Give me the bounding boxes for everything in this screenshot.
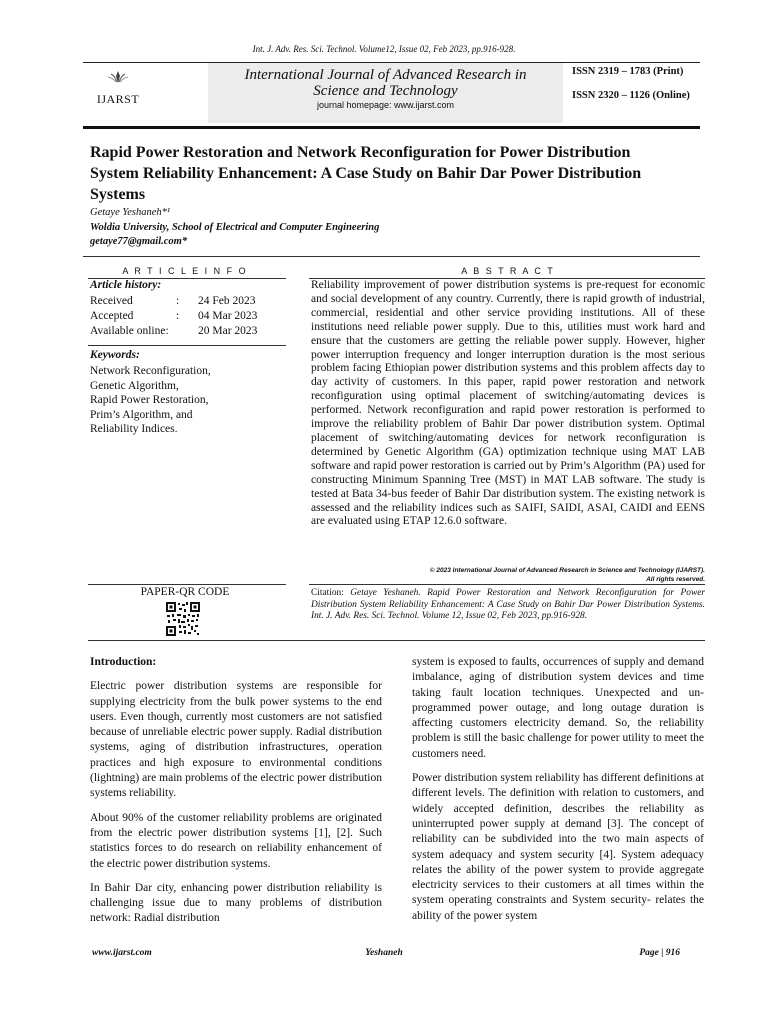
history-sep-cell: [176, 324, 198, 339]
history-table: [90, 294, 257, 339]
abstract-heading: A B S T R A C T: [461, 266, 555, 276]
footer-page-number: Page | 916: [639, 948, 680, 958]
journal-title-box: [208, 63, 563, 123]
history-row: [90, 324, 257, 339]
keywords-list: [90, 364, 211, 437]
section-bottom-rule: [88, 640, 705, 641]
citation-text: Getaye Yeshaneh. Rapid Power Restoration and Network Reconfiguration for Power Distribution System Reliability Enhancement: A Case Study on Bahir Dar Power Distribution Systems. Int. J. Adv. Res. Sci. Technol. Volume 12, Issue 02, Feb 2023, pp.916-928.: [311, 588, 706, 622]
qr-label: PAPER-QR CODE: [140, 586, 230, 598]
history-sep-cell: :: [176, 310, 180, 322]
header-bottom-rule: [83, 126, 700, 129]
history-sep-cell: :: [176, 295, 180, 307]
issn-print: ISSN 2319 – 1783 (Print): [572, 66, 684, 77]
qr-rule: [88, 584, 286, 585]
keyword-item: Genetic Algorithm,: [90, 379, 179, 392]
intro-heading: Introduction:: [90, 656, 157, 668]
journal-title-line-2: Science and Technology: [313, 83, 458, 99]
logo-emblem-icon: [107, 70, 129, 84]
keyword-item: Network Reconfiguration,: [90, 365, 211, 377]
keywords-rule: [88, 345, 286, 346]
history-label-cell: Available online:: [90, 325, 169, 337]
affiliation: Woldia University, School of Electrical and Computer Engineering: [90, 222, 380, 233]
section-top-rule: [83, 256, 700, 257]
body-right-column: [412, 655, 704, 933]
keyword-item: Rapid Power Restoration,: [90, 394, 209, 406]
body-paragraph: In Bahir Dar city, enhancing power distribution reliability is challenging issue due to many problems of distribution network: Radial distribution: [90, 881, 382, 925]
keywords-label: Keywords:: [90, 349, 140, 361]
paper-title-line-3: Systems: [90, 186, 146, 203]
keyword-item: Reliability Indices.: [90, 423, 178, 435]
keyword-item: Prim’s Algorithm, and: [90, 408, 193, 421]
history-date-cell: 04 Mar 2023: [198, 310, 258, 322]
history-date-cell: 24 Feb 2023: [198, 295, 256, 307]
body-paragraph: Power distribution system reliability has different definitions at different levels. The definition with relation to customers, and widely accepted definition, describes the reliability as uninterrupted power supply at demand [3]. The concept of reliability can be subdivided into the two main aspects of system adequacy and system security [4]. System adequacy relates the ability of the power system to provide aggregate electricity services to their customers at all times within the system operating constraints and System security- relates the ability of the power system: [412, 772, 704, 922]
issn-online: ISSN 2320 – 1126 (Online): [572, 90, 690, 101]
body-paragraph: About 90% of the customer reliability problems are originated from the electric power distribution systems [1], [2]. Such statistics forces to do research on reliability enhancement of the electric power distribution systems.: [90, 811, 382, 870]
history-label: Article history:: [90, 279, 162, 291]
citation-prefix: Citation:: [311, 588, 351, 598]
body-paragraph: Electric power distribution systems are responsible for supplying electricity from the bulk power systems to the end users. Even though, currently most customers are not satisfied because of unreliable electric power supply. Radial distribution systems, aging of distribution infrastructures, operation practices and high exposure to environmental conditions (lightning) are main problems of the electric power distribution systems reliability.: [90, 680, 382, 800]
citation: [311, 588, 705, 623]
journal-title-line-1: International Journal of Advanced Research in: [244, 67, 527, 83]
body-paragraph: system is exposed to faults, occurrences of supply and demand imbalance, aging of distribution system devices and time taking fault location techniques. Unexpected and un-programmed power outage, and long outage duration is affecting customers electricity demand. So, the reliability problem is still the basic challenge for power utility to meet the customers need.: [412, 656, 704, 760]
footer-author: Yeshaneh: [365, 948, 403, 958]
body-left-column: [90, 655, 382, 936]
journal-logo: [92, 70, 144, 107]
history-label-cell: Received: [90, 295, 133, 307]
paper-title: [90, 142, 704, 205]
citation-rule: [309, 584, 705, 585]
qr-code-icon[interactable]: [165, 601, 201, 637]
copyright-line-2: All rights reserved.: [646, 576, 705, 583]
article-info-heading: A R T I C L E I N F O: [122, 266, 248, 276]
history-label-cell: Accepted: [90, 310, 134, 322]
footer-website: www.ijarst.com: [92, 948, 152, 958]
journal-homepage: journal homepage: www.ijarst.com: [316, 100, 455, 110]
history-date-cell: 20 Mar 2023: [198, 325, 258, 337]
history-row: [90, 309, 257, 324]
author-email: getaye77@gmail.com*: [90, 236, 188, 247]
abstract-text: Reliability improvement of power distribution systems is pre-request for economic and social development of any country. Currently, there is rapid growth of industrial, commercial, residential and other service providing institutions. All of these institutions need reliable power supply. Due to this, utilities must work hard and ensure that the customers are getting the reliable power supply. However, higher power interruption frequency and longer interruption duration is the most serious problem facing Ethiopian power distribution systems and this problem affects day to day activity of customers. In this paper, rapid power restoration and network reconfiguration using optimal placement of switching/automating devices is performed. Network reconfiguration and rapid power restoration is performed to improve the reliability problem of Bahir Dar power distribution system. Optimal placement of switching/automating devices for network reconfiguration is determined by Genetic Algorithm (GA) optimization technique using MAT LAB software and rapid power restoration is carried out by Prim’s Algorithm (PA) used for constructing Minimum Spanning Tree (MST) in MAT LAB software. The study is tested at Bata 34-bus feeder of Bahir Dar distribution system. The existing network is assessed and the reliability indices such as SAIFI, SAIDI, ASAI, CAIDI and EENS are evaluated using ETAP 12.6.0 software.: [311, 279, 706, 528]
history-row: [90, 294, 257, 309]
running-head: Int. J. Adv. Res. Sci. Technol. Volume12, Issue 02, Feb 2023, pp.916-928.: [252, 44, 516, 54]
author: Getaye Yeshaneh*¹: [90, 207, 171, 218]
logo-text: IJARST: [96, 92, 140, 106]
paper-title-line-2: System Reliability Enhancement: A Case Study on Bahir Dar Power Distribution: [90, 165, 642, 182]
paper-title-line-1: Rapid Power Restoration and Network Reconfiguration for Power Distribution: [90, 144, 631, 161]
copyright-line-1: © 2023 International Journal of Advanced Research in Science and Technology (IJARST).: [429, 567, 705, 574]
